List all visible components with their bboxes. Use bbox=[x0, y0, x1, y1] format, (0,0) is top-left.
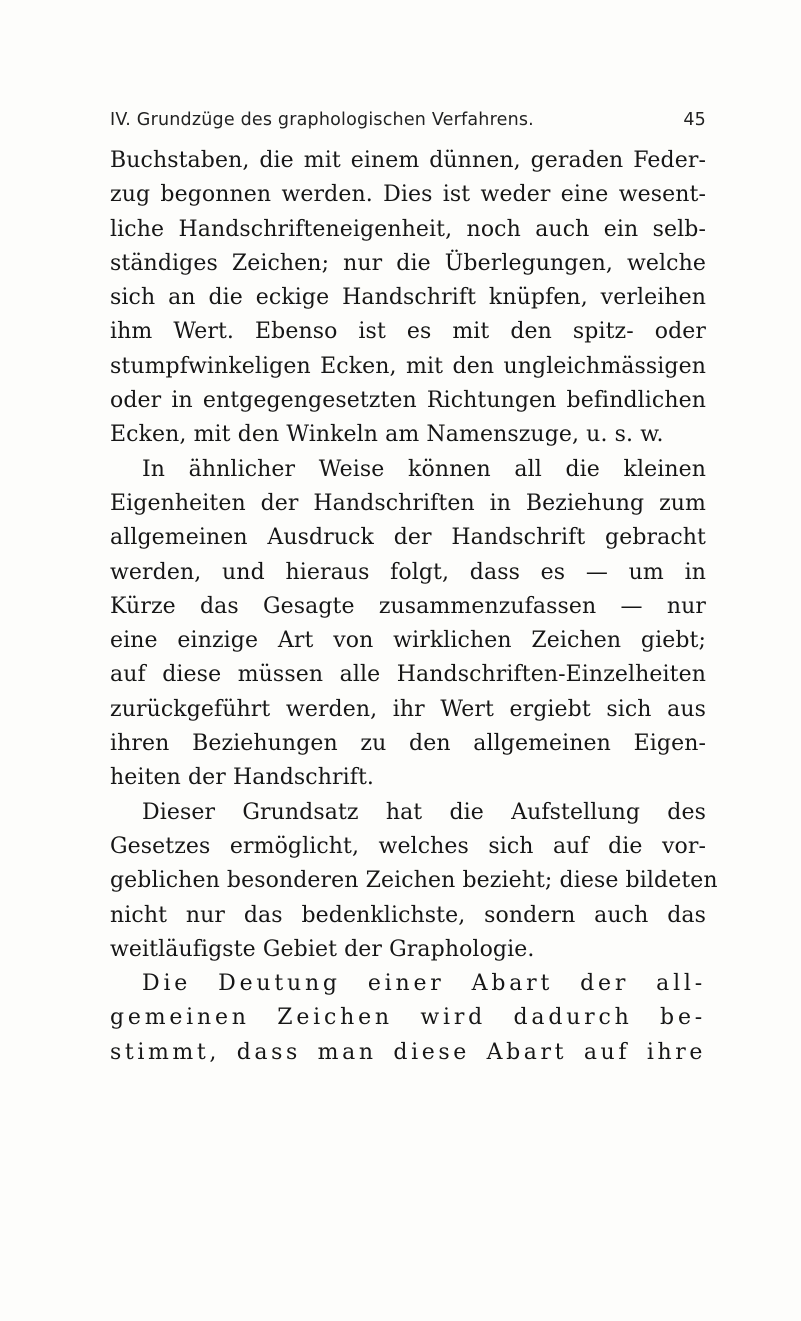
text-line: Dieser Grundsatz hat die Aufstellung des bbox=[142, 799, 706, 825]
paragraph-emphasized bbox=[110, 967, 706, 1070]
body-text bbox=[110, 144, 718, 1070]
text-line: oder in entgegengesetzten Richtungen befindlichen bbox=[110, 388, 706, 414]
text-line: Kürze das Gesagte zusammenzufassen — nur bbox=[110, 593, 706, 619]
text-line: stumpfwinkeligen Ecken, mit den ungleichmässigen bbox=[110, 353, 706, 379]
running-header bbox=[110, 110, 706, 136]
text-line: stimmt, dass man diese Abart auf ihre bbox=[110, 1039, 706, 1065]
text-line: Gesetzes ermöglicht, welches sich auf die vor- bbox=[110, 833, 706, 859]
text-line: zurückgeführt werden, ihr Wert ergiebt sich aus bbox=[110, 696, 706, 722]
text-line: nicht nur das bedenklichste, sondern auch das bbox=[110, 902, 706, 928]
paragraph bbox=[110, 453, 706, 796]
text-line: gemeinen Zeichen wird dadurch be- bbox=[110, 1005, 706, 1031]
text-line: zug begonnen werden. Dies ist weder eine wesent- bbox=[110, 182, 706, 208]
text-line: Buchstaben, die mit einem dünnen, geraden Feder- bbox=[110, 148, 706, 173]
page-number: 45 bbox=[683, 110, 706, 130]
text-line: auf diese müssen alle Handschriften-Einzelheiten bbox=[110, 662, 706, 688]
text-line: werden, und hieraus folgt, dass es — um in bbox=[110, 559, 706, 585]
text-line: Eigenheiten der Handschriften in Beziehung zum bbox=[110, 490, 706, 516]
text-line: ständiges Zeichen; nur die Überlegungen, welche bbox=[110, 250, 706, 276]
text-line: sich an die eckige Handschrift knüpfen, verleihen bbox=[110, 285, 706, 311]
text-line: In ähnlicher Weise können all die kleinen bbox=[142, 456, 706, 482]
text-line: heiten der Handschrift. bbox=[110, 765, 375, 791]
chapter-title: IV. Grundzüge des graphologischen Verfahrens. bbox=[110, 110, 534, 130]
text-line: ihren Beziehungen zu den allgemeinen Eigen- bbox=[110, 731, 706, 757]
text-line: Die Deutung einer Abart der all- bbox=[142, 971, 706, 997]
text-line: geblichen besonderen Zeichen bezieht; diese bildeten bbox=[110, 868, 718, 894]
text-line: ihm Wert. Ebenso ist es mit den spitz- oder bbox=[110, 319, 706, 345]
paragraph bbox=[110, 796, 718, 967]
text-line: allgemeinen Ausdruck der Handschrift gebracht bbox=[110, 525, 706, 551]
text-line: liche Handschrifteneigenheit, noch auch ein selb- bbox=[110, 216, 706, 242]
text-line: Ecken, mit den Winkeln am Namenszuge, u. s. w. bbox=[110, 422, 664, 448]
text-line: weitläufigste Gebiet der Graphologie. bbox=[110, 936, 535, 962]
paragraph bbox=[110, 144, 706, 453]
text-line: eine einzige Art von wirklichen Zeichen giebt; bbox=[110, 628, 706, 654]
